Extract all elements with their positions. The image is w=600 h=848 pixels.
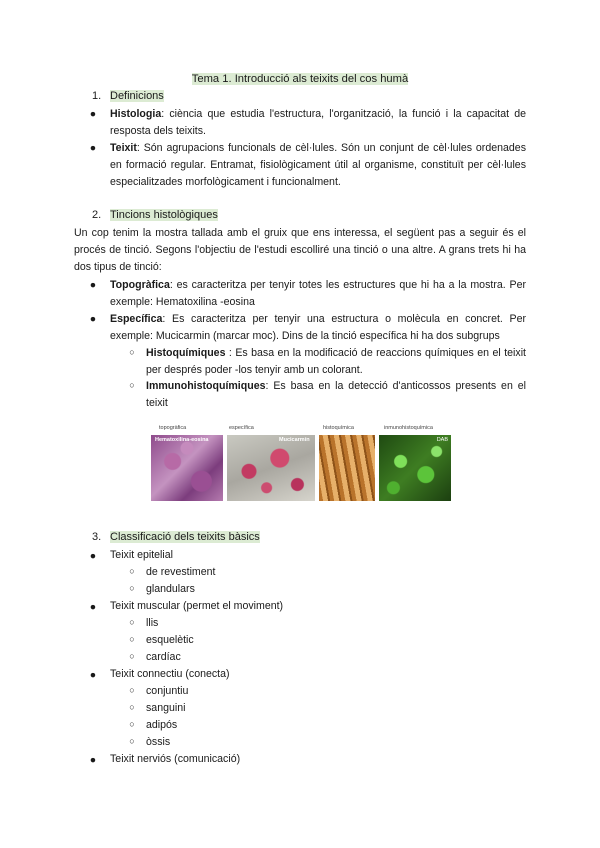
dab-label: DAB — [436, 437, 448, 443]
list-item-teixit: Teixit: Són agrupacions funcionals de cèl·lules. Són un conjunt de cèl·lules ordenades en formació regular. Entramat, fisiològicament útil al organisme, constituït per cèl·lules especialitzades morfològicament i funcionalment. — [110, 142, 526, 188]
he-label: Hematoxilina-eosina — [155, 437, 209, 443]
histochemistry-image — [319, 435, 375, 501]
list-item-epitelial: Teixit epitelial — [110, 549, 174, 561]
circle-bullet-icon: ○ — [129, 719, 135, 729]
circle-bullet-icon: ○ — [129, 347, 135, 357]
bullet-icon: ● — [89, 754, 97, 766]
circle-bullet-icon: ○ — [129, 634, 135, 644]
mucicarmine-label: Mucicarmín — [279, 437, 310, 443]
caption-topografica: topogràfica — [159, 425, 187, 431]
sub-list-item: esquelètic — [146, 634, 194, 646]
bullet-icon: ● — [89, 142, 97, 154]
immunohistochemistry-image — [379, 435, 451, 501]
sub-list-item: glandulars — [146, 583, 195, 595]
list-item-connectiu: Teixit connectiu (conecta) — [110, 668, 230, 680]
section-2-heading: 2. Tincions histològiques — [92, 209, 218, 221]
bullet-icon: ● — [89, 313, 97, 325]
caption-especifica: específica — [229, 425, 254, 431]
section-2-intro: Un cop tenim la mostra tallada amb el gruix que ens interessa, el següent pas a seguir és el procés de tinció. Segons l'objectiu de l'estudi escolliré una tinció o una altre. A grans trets hi ha dos tipus de tinció: — [74, 227, 526, 273]
list-item-nervios: Teixit nerviós (comunicació) — [110, 753, 241, 765]
sub-list-item: adipós — [146, 719, 178, 731]
list-item-histologia: Histologia: ciència que estudia l'estructura, l'organització, la funció i la capacitat de resposta dels teixits. — [110, 108, 526, 137]
circle-bullet-icon: ○ — [129, 685, 135, 695]
bullet-icon: ● — [89, 601, 97, 613]
caption-immunohistoquimica: inmunohistoquímica — [384, 425, 433, 431]
bullet-icon: ● — [89, 550, 97, 562]
circle-bullet-icon: ○ — [129, 617, 135, 627]
bullet-icon: ● — [89, 108, 97, 120]
circle-bullet-icon: ○ — [129, 736, 135, 746]
mucicarmine-stain-image — [227, 435, 315, 501]
sub-list-item: sanguini — [146, 702, 186, 714]
sub-list-item: òssis — [146, 736, 171, 748]
list-item-muscular: Teixit muscular (permet el moviment) — [110, 600, 284, 612]
subitem-histoquimiques: Histoquímiques : Es basa en la modificació de reaccions químiques en el teixit per després poder -los tenyir amb un colorant. — [146, 347, 526, 376]
staining-figure — [151, 425, 451, 501]
list-item-especifica: Específica: Es caracteritza per tenyir una estructura o molècula en concret. Per exemple: Mucicarmin (marcar moc). Dins de la tinció específica hi ha dos subgrups — [110, 313, 526, 342]
sub-list-item: llis — [146, 617, 159, 629]
bullet-icon: ● — [89, 279, 97, 291]
sub-list-item: conjuntiu — [146, 685, 189, 697]
section-3-heading: 3. Classificació dels teixits bàsics — [92, 531, 260, 543]
circle-bullet-icon: ○ — [129, 566, 135, 576]
circle-bullet-icon: ○ — [129, 651, 135, 661]
list-item-topografica: Topogràfica: es caracteritza per tenyir totes les estructures que hi ha a la mostra. Per exemple: Hematoxilina -eosina — [110, 279, 526, 308]
circle-bullet-icon: ○ — [129, 583, 135, 593]
sub-list-item: de revestiment — [146, 566, 216, 578]
subitem-immunohistoquimiques: Immunohistoquímiques: Es basa en la detecció d'anticossos presents en el teixit — [146, 380, 526, 409]
caption-histoquimica: histoquímica — [323, 425, 354, 431]
circle-bullet-icon: ○ — [129, 380, 135, 390]
he-stain-image — [151, 435, 223, 501]
section-1-heading: 1. Definicions — [92, 90, 164, 102]
circle-bullet-icon: ○ — [129, 702, 135, 712]
sub-list-item: cardíac — [146, 651, 181, 663]
bullet-icon: ● — [89, 669, 97, 681]
page-title: Tema 1. Introducció als teixits del cos humà — [191, 73, 409, 85]
